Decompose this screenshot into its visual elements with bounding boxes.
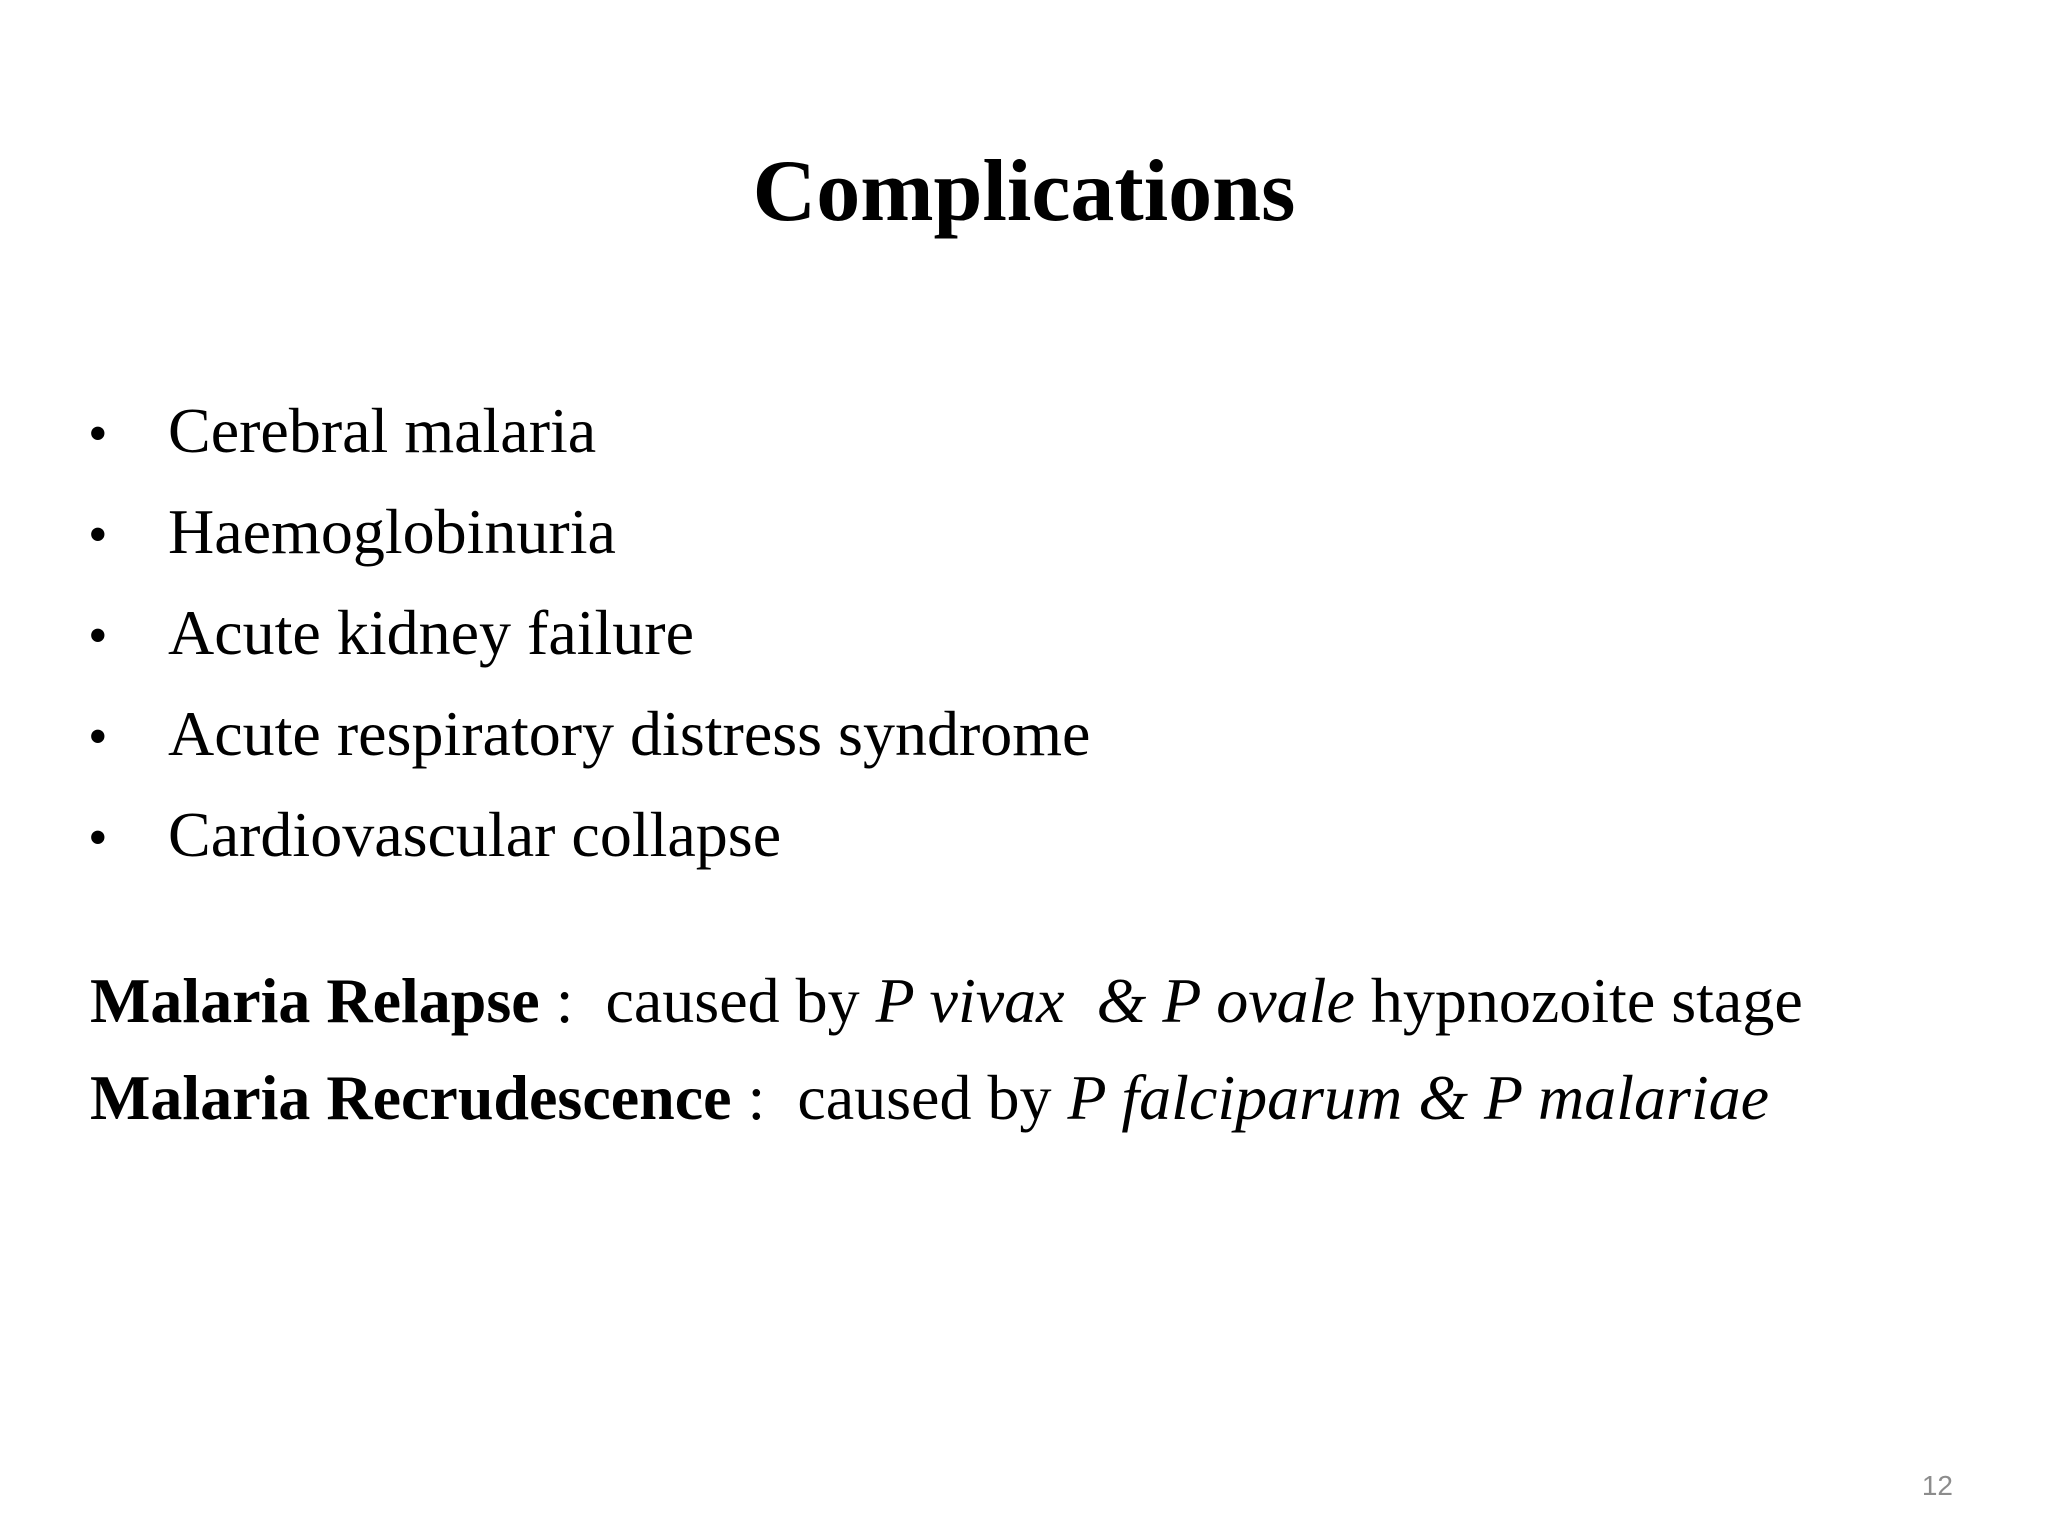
recrudescence-species-2: P malariae: [1484, 1062, 1770, 1133]
relapse-species-2: P ovale: [1162, 965, 1355, 1036]
recrudescence-term: Malaria Recrudescence: [90, 1062, 732, 1133]
definitions-block: [90, 952, 1803, 1146]
relapse-species-1: P vivax: [875, 965, 1065, 1036]
relapse-conjunction: &: [1064, 965, 1163, 1036]
recrudescence-conjunction: &: [1402, 1062, 1485, 1133]
bullet-icon: •: [88, 706, 108, 768]
recrudescence-species-1: P falciparum: [1067, 1062, 1403, 1133]
relapse-separator: : caused by: [539, 965, 876, 1036]
list-item: [88, 483, 1090, 584]
list-item-text: Acute kidney failure: [168, 597, 694, 668]
list-item: [88, 382, 1090, 483]
bullet-icon: •: [88, 807, 108, 869]
slide-title: Complications: [752, 143, 1296, 240]
relapse-suffix: hypnozoite stage: [1354, 965, 1803, 1036]
list-item: [88, 584, 1090, 685]
recrudescence-separator: : caused by: [731, 1062, 1068, 1133]
relapse-term: Malaria Relapse: [90, 965, 540, 1036]
list-item-text: Acute respiratory distress syndrome: [168, 698, 1091, 769]
bullet-icon: •: [88, 605, 108, 667]
list-item-text: Cerebral malaria: [168, 395, 597, 466]
complications-list: [88, 382, 1090, 887]
list-item: [88, 786, 1090, 887]
list-item: [88, 685, 1090, 786]
list-item-text: Haemoglobinuria: [168, 496, 616, 567]
recrudescence-definition: [90, 1049, 1803, 1146]
bullet-icon: •: [88, 403, 108, 465]
relapse-definition: [90, 952, 1803, 1049]
list-item-text: Cardiovascular collapse: [168, 799, 782, 870]
page-number: 12: [1921, 1470, 1953, 1501]
bullet-icon: •: [88, 504, 108, 566]
